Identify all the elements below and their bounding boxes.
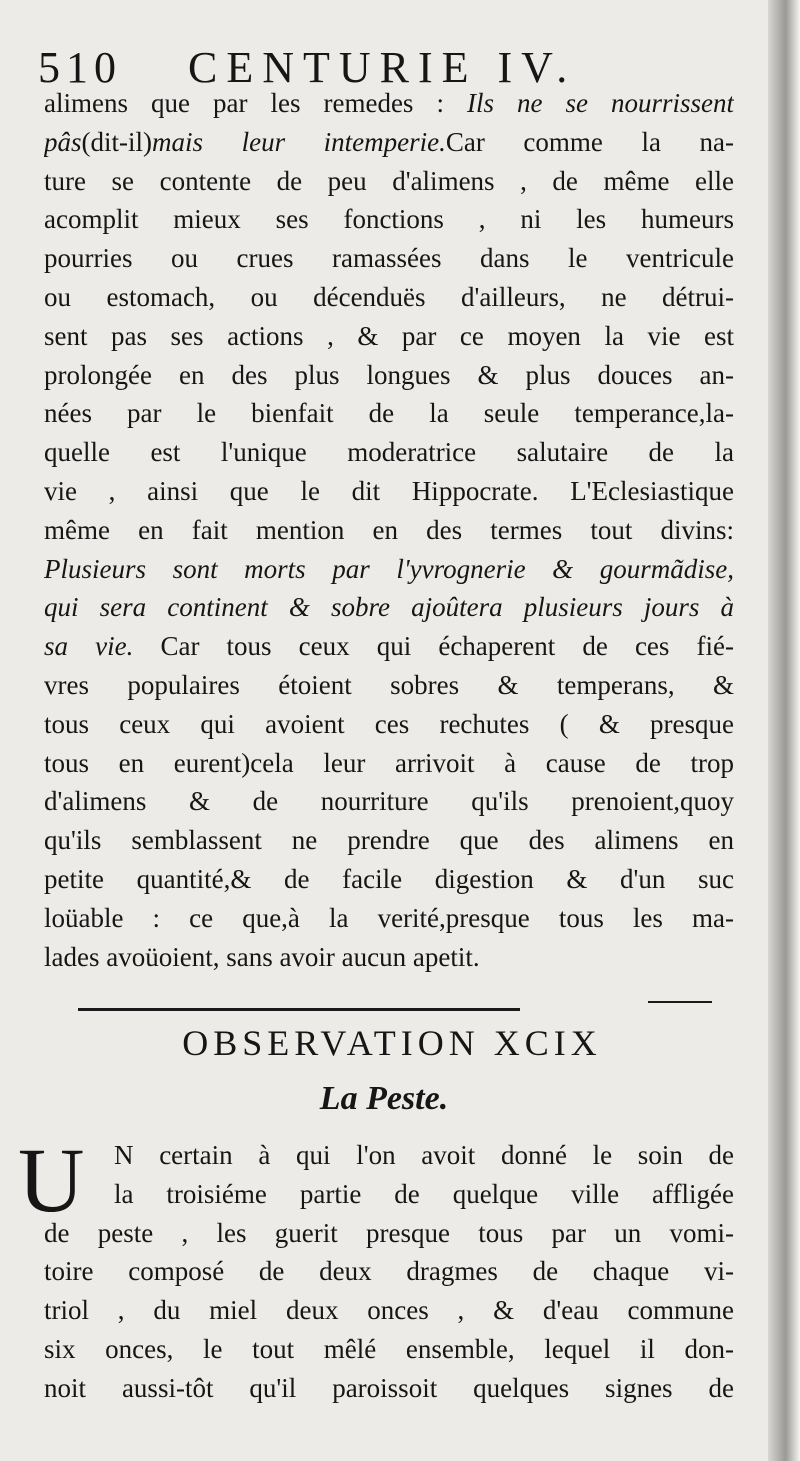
text-run: ou estomach, ou décenduës d'ailleurs, ne détrui- xyxy=(44,281,734,312)
text-run: loüable : ce que,à la verité,presque tous les ma- xyxy=(44,902,734,933)
text-run: Car comme la na- xyxy=(445,126,734,157)
text-run: nées par le bienfait de la seule temperance,la- xyxy=(44,398,734,429)
text-run: d'alimens & de nourriture qu'ils prenoient,quoy xyxy=(44,786,734,817)
italic-run: Ils ne se nourrissent xyxy=(466,88,734,118)
main-paragraph xyxy=(44,84,734,976)
text-run: pourries ou crues ramassées dans le ventricule xyxy=(44,243,734,274)
text-line: la troisiéme partie de quelque ville affligée xyxy=(114,1178,734,1209)
text-line: de peste , les guerit presque tous par un vomi- xyxy=(44,1217,734,1248)
text-run: même en fait mention en des termes tout divins: xyxy=(44,514,734,545)
text-run: prolongée en des plus longues & plus douces an- xyxy=(44,359,734,390)
section-divider-end xyxy=(648,1001,712,1003)
text-line xyxy=(44,317,734,356)
italic-run: Plusieurs sont morts par l'yvrognerie & gourmãdise, xyxy=(44,553,734,584)
running-title: CENTURIE IV. xyxy=(188,43,577,92)
text-line: N certain à qui l'on avoit donné le soin de xyxy=(114,1140,734,1170)
observation-subtitle: La Peste. xyxy=(319,1080,449,1117)
text-line xyxy=(44,744,734,783)
text-line: triol , du miel deux onces , & d'eau commune xyxy=(44,1295,734,1326)
section-divider xyxy=(78,1008,520,1011)
text-run: tous ceux qui avoient ces rechutes ( & presque xyxy=(44,708,734,739)
text-line xyxy=(44,588,734,627)
text-line: toire composé de deux dragmes de chaque vi- xyxy=(44,1256,734,1287)
text-run: petite quantité,& de facile digestion & d'un suc xyxy=(44,863,734,894)
text-run: acomplit mieux ses fonctions , ni les humeurs xyxy=(44,204,734,235)
text-run: tous en eurent)cela leur arrivoit à cause de trop xyxy=(44,747,734,778)
text-line xyxy=(44,162,734,201)
text-run: Car tous ceux qui échaperent de ces fié- xyxy=(133,631,734,662)
page-edge xyxy=(768,0,800,1461)
text-line xyxy=(44,705,734,744)
text-line xyxy=(44,84,734,123)
italic-run: mais leur intemperie. xyxy=(152,126,446,157)
text-line xyxy=(44,627,734,666)
text-run: vres populaires étoient sobres & temperans, & xyxy=(44,669,734,700)
text-line xyxy=(44,899,734,938)
text-run: alimens que par les remedes : xyxy=(44,88,467,118)
text-line xyxy=(44,550,734,589)
text-line xyxy=(44,239,734,278)
text-line xyxy=(44,394,734,433)
observation-paragraph xyxy=(44,1136,734,1408)
text-line xyxy=(44,472,734,511)
text-line: six onces, le tout mêlé ensemble, lequel il don- xyxy=(44,1333,734,1364)
text-line xyxy=(44,666,734,705)
text-run: quelle est l'unique moderatrice salutaire de la xyxy=(44,437,734,468)
drop-cap: U xyxy=(18,1129,85,1231)
text-run: (dit-il) xyxy=(81,126,152,157)
text-line xyxy=(44,782,734,821)
text-run: vie , ainsi que le dit Hippocrate. L'Eclesiastique xyxy=(44,475,734,506)
italic-run: sa vie. xyxy=(44,631,134,662)
text-line xyxy=(44,938,734,977)
text-line xyxy=(44,123,734,162)
text-run: lades avoüoient, sans avoir aucun apetit. xyxy=(44,941,480,972)
text-line xyxy=(44,200,734,239)
text-line xyxy=(44,278,734,317)
text-run: ture se contente de peu d'alimens , de même elle xyxy=(44,165,734,196)
text-line xyxy=(44,433,734,472)
page-number: 510 xyxy=(38,43,122,92)
text-line xyxy=(44,511,734,550)
text-line xyxy=(44,860,734,899)
italic-run: qui sera continent & sobre ajoûtera plusieurs jours à xyxy=(44,592,734,623)
text-line xyxy=(44,356,734,395)
text-line: noit aussi-tôt qu'il paroissoit quelques signes de xyxy=(44,1372,734,1403)
text-run: qu'ils semblassent ne prendre que des alimens en xyxy=(44,825,734,856)
observation-heading: OBSERVATION XCIX xyxy=(182,1023,602,1063)
text-line xyxy=(44,821,734,860)
italic-run: pâs xyxy=(44,126,82,157)
text-run: sent pas ses actions , & par ce moyen la vie est xyxy=(44,320,734,351)
